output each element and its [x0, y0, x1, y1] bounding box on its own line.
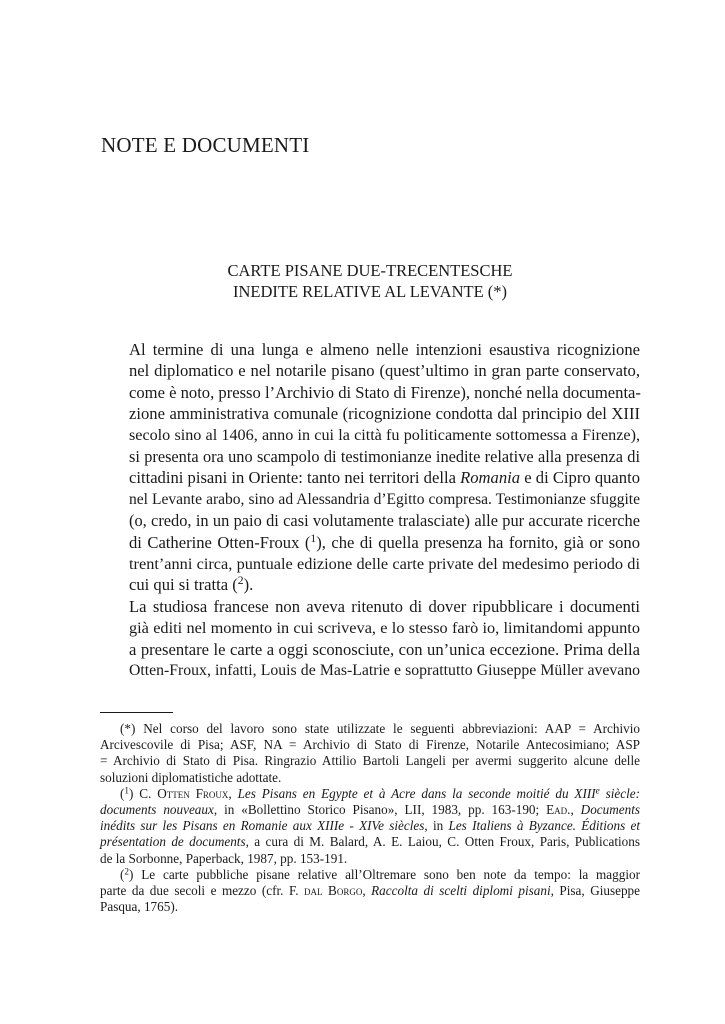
text-line: si presenta ora uno scampolo di testimonianze inedite relative alla presenza di [129, 447, 640, 467]
article-title-line: CARTE PISANE DUE-TRECENTESCHE [227, 261, 513, 280]
footnote-line: présentation de documents, a cura di M. Balard, A. E. Laiou, C. Otten Froux, Paris, Publications [100, 834, 640, 850]
footnote-number: 2 [124, 866, 130, 877]
footnote-line: ($^1$) C. Otten Froux, Les Pisans en Egypte et à Acre dans la seconde moitié du XIIIe siècle: [120, 785, 640, 801]
footnote-line: Arcivescovile di Pisa; ASF, NA = Archivio di Stato di Firenze, Notarile Antecosimiano; ASP [100, 737, 640, 753]
body-paragraph [100, 339, 640, 596]
author-name: Ead. [546, 802, 571, 818]
text-line: già editi nel momento in cui scriveva, e lo stesso farò io, limitandomi appunto [129, 618, 640, 638]
article-body [100, 339, 640, 682]
text-line: cittadini pisani in Oriente: tanto nei territori della Romania e di Cipro quanto [129, 468, 641, 488]
text-line: secolo sino al 1406, anno in cui la città fu politicamente sottomessa a Firenze), [129, 426, 640, 444]
text-line: di Catherine Otten-Froux ($^1$), che di quella presenza ha fornito, già or sono [129, 531, 640, 552]
footnote-line: documents nouveaux, in «Bollettino Storico Pisano», LII, 1983, pp. 163-190; Ead., Documents [100, 802, 641, 818]
article-title-line: INEDITE RELATIVE AL LEVANTE (*) [232, 282, 508, 301]
footnotes [100, 721, 640, 915]
footnote-line: inédits sur les Pisans en Romanie aux XIIIe - XIVe siècles, in Les Italiens à Byzance. Éditions et [100, 818, 640, 834]
author-name: Otten Froux [157, 785, 229, 801]
footnote-line: de la Sorbonne, Paperback, 1987, pp. 153-191. [100, 850, 348, 866]
footnote-separator [100, 712, 173, 713]
text-line: nel Levante arabo, sino ad Alessandria d’Egitto compresa. Testimonianze sfuggite [129, 490, 640, 508]
footnote-line: ($^2$) Le carte pubbliche pisane relative all’Oltremare sono ben note da tempo: la maggior [120, 866, 640, 882]
text-line: Al termine di una lunga e almeno nelle intenzioni esaustiva ricognizione [129, 340, 640, 359]
footnote [100, 867, 640, 916]
text-line: trent’anni circa, puntuale edizione delle carte private del medesimo periodo di [129, 554, 640, 574]
footnote-line: = Archivio di Stato di Pisa. Ringrazio Attilio Bartoli Langeli per avermi suggerito alcune delle [100, 753, 640, 769]
italic-term: Romania [460, 468, 521, 488]
text-line: Otten-Froux, infatti, Louis de Mas-Latrie e soprattutto Giuseppe Müller avevano [129, 662, 640, 680]
footnote [100, 786, 640, 867]
footnote-ref[interactable]: 2 [237, 574, 244, 588]
text-line: nel diplomatico e nel notarile pisano (quest’ultimo in gran parte conservato, [129, 361, 640, 381]
text-line: cui qui si tratta ($^2$). [129, 574, 254, 595]
footnote-number: 1 [124, 785, 130, 796]
body-paragraph [100, 596, 640, 682]
section-heading: NOTE E DOCUMENTI [101, 133, 310, 157]
article-title [100, 260, 640, 302]
footnote-line: (*) Nel corso del lavoro sono state utilizzate le seguenti abbreviazioni: AAP = Archivio [120, 721, 640, 736]
text-line: come è noto, presso l’Archivio di Stato di Firenze), nonché nella documenta- [129, 382, 641, 402]
text-line: La studiosa francese non aveva ritenuto di dover ripubblicare i documenti [129, 596, 640, 616]
text-line: (o, credo, in un paio di casi volutamente tralasciate) alle pur accurate ricerche [129, 511, 640, 531]
footnote-line: Pasqua, 1765). [100, 899, 179, 915]
footnote-line: soluzioni diplomatistiche adottate. [100, 769, 282, 785]
text-line: zione amministrativa comunale (ricognizione condotta dal principio del XIII [129, 404, 640, 424]
author-name: dal Borgo [304, 883, 363, 899]
footnote [100, 721, 640, 786]
footnote-line: parte da due secoli e mezzo (cfr. F. dal Borgo, Raccolta di scelti diplomi pisani, Pisa, Giuseppe [100, 883, 641, 899]
text-line: a presentare le carte a oggi sconosciute, con un’unica eccezione. Prima della [129, 639, 640, 659]
footnote-ref[interactable]: 1 [310, 531, 317, 545]
